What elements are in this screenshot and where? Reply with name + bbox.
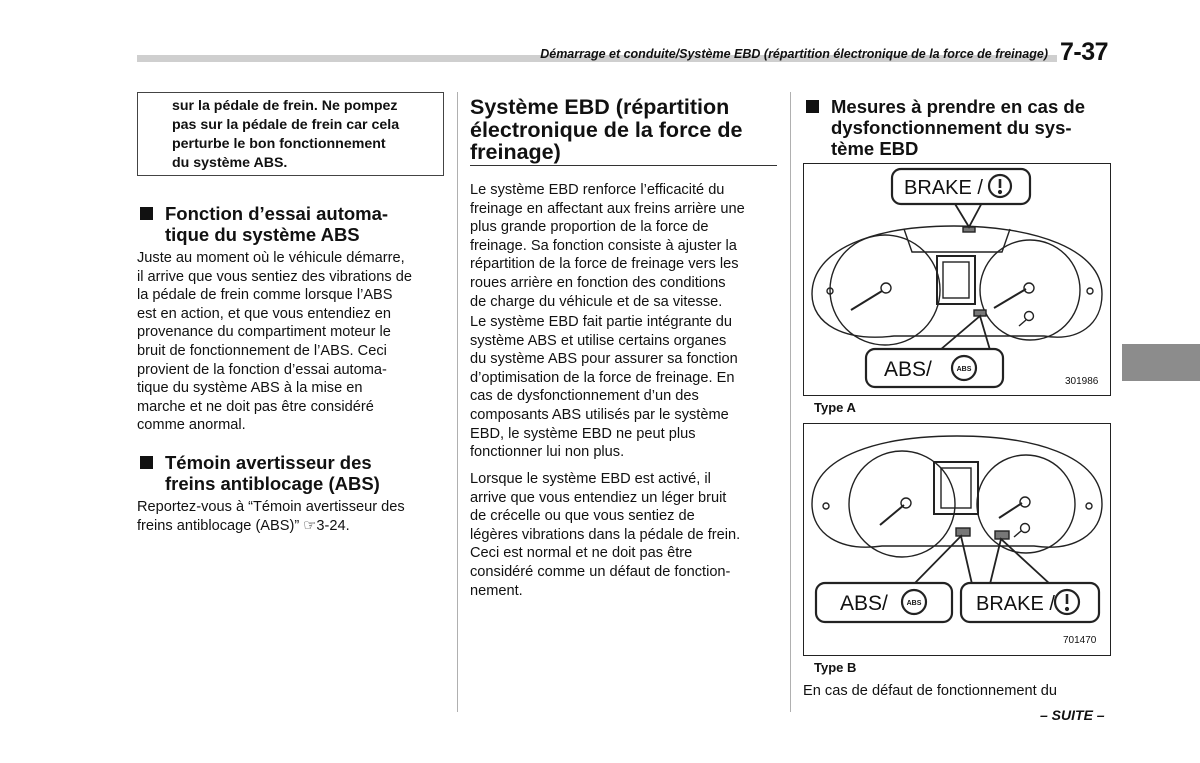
figure-type-a bbox=[803, 163, 1111, 396]
text-line: Juste au moment où le véhicule démarre, bbox=[137, 250, 405, 266]
heading-line: freins antiblocage (ABS) bbox=[165, 473, 380, 494]
heading-line: freinage) bbox=[470, 140, 561, 164]
figure-code: 301986 bbox=[1065, 376, 1099, 387]
abs-label: ABS/ bbox=[840, 592, 888, 615]
text-line: de charge du véhicule et de sa vitesse. bbox=[470, 293, 723, 310]
text-line: est en action, et que vous entendiez en bbox=[137, 305, 391, 322]
heading-line: Fonction d’essai automa- bbox=[165, 203, 389, 224]
text-line: tique du système ABS à la mise en bbox=[137, 380, 363, 397]
text-line: provenance du compartiment moteur le bbox=[137, 324, 391, 341]
section-heading-abs-test bbox=[140, 203, 440, 247]
text-line: Le système EBD fait partie intégrante du bbox=[470, 314, 733, 330]
text-line: fonctionner lui non plus. bbox=[470, 444, 625, 461]
abs-warning-icon: ABS bbox=[906, 600, 922, 607]
text-line: freins antiblocage (ABS)” ☞3-24. bbox=[137, 517, 350, 534]
section-heading-ebd-malfunction bbox=[806, 96, 1116, 160]
warning-text bbox=[172, 97, 433, 173]
text-line: nement. bbox=[470, 582, 523, 599]
figure-caption-b: Type B bbox=[814, 660, 857, 675]
text-line: roues arrière en fonction des conditions bbox=[470, 274, 726, 291]
heading-underline bbox=[470, 165, 777, 166]
column-divider bbox=[457, 92, 458, 712]
text-line: marche et ne doit pas être considéré bbox=[137, 398, 374, 415]
text-line: considéré comme un défaut de fonction- bbox=[470, 563, 731, 580]
abs-test-paragraph bbox=[137, 249, 444, 435]
square-bullet-icon bbox=[806, 100, 819, 113]
text-line: Le système EBD renforce l’efficacité du bbox=[470, 182, 725, 198]
text-line: de crécelle ou que vous sentiez de bbox=[470, 508, 695, 525]
text-line: du système ABS pour assurer sa fonction bbox=[470, 351, 738, 368]
warning-line: du système ABS. bbox=[172, 155, 288, 171]
square-bullet-icon bbox=[140, 207, 153, 220]
text-line: arrive que vous entendiez un léger bruit bbox=[470, 489, 727, 506]
heading-line: tème EBD bbox=[831, 138, 919, 159]
ebd-paragraph-2 bbox=[470, 313, 777, 462]
text-line: Reportez-vous à “Témoin avertisseur des bbox=[137, 499, 405, 515]
text-line: répartition de la force de freinage vers les bbox=[470, 256, 739, 273]
brake-label: BRAKE / bbox=[976, 593, 1055, 615]
text-line: système ABS et utilise certains organes bbox=[470, 332, 727, 349]
page-number: 7-37 bbox=[1060, 38, 1109, 66]
heading-line: Mesures à prendre en cas de bbox=[831, 96, 1085, 117]
heading-line: Témoin avertisseur des bbox=[165, 452, 372, 473]
warning-line: pas sur la pédale de frein car cela bbox=[172, 117, 400, 133]
continued-marker: – SUITE – bbox=[1040, 707, 1105, 723]
warning-line: sur la pédale de frein. Ne pompez bbox=[172, 98, 398, 114]
running-header: Démarrage et conduite/Système EBD (répartition électronique de la force de freinage) bbox=[540, 47, 1048, 61]
text-line: comme anormal. bbox=[137, 417, 246, 434]
instrument-cluster-diagram-a bbox=[804, 164, 1110, 395]
warning-line: perturbe le bon fonctionnement bbox=[172, 136, 386, 152]
brake-label: BRAKE / bbox=[904, 177, 983, 199]
square-bullet-icon bbox=[140, 456, 153, 469]
warning-box bbox=[137, 92, 444, 176]
figure-caption-a: Type A bbox=[814, 400, 856, 415]
abs-warning-paragraph bbox=[137, 498, 444, 535]
figure-type-b bbox=[803, 423, 1111, 656]
abs-label: ABS/ bbox=[884, 358, 932, 381]
section-title-ebd bbox=[470, 96, 780, 164]
text-line: freinage. Sa fonction consiste à ajuster la bbox=[470, 237, 737, 254]
abs-warning-icon: ABS bbox=[956, 366, 972, 373]
figure-code: 701470 bbox=[1063, 635, 1097, 646]
text-line: il arrive que vous sentiez des vibrations de bbox=[137, 268, 412, 285]
heading-line: tique du système ABS bbox=[165, 224, 360, 245]
text-line: freinage en affectant aux freins arrière une bbox=[470, 200, 745, 217]
text-line: Ceci est normal et ne doit pas être bbox=[470, 545, 693, 562]
chapter-tab bbox=[1122, 344, 1200, 381]
heading-line: électronique de la force de bbox=[470, 117, 743, 142]
text-line: EBD, le système EBD ne peut plus bbox=[470, 425, 696, 442]
ebd-paragraph-3 bbox=[470, 470, 777, 600]
section-heading-abs-warning bbox=[140, 452, 440, 496]
heading-line: Système EBD (répartition bbox=[470, 95, 730, 119]
text-line: cas de dysfonctionnement d’un des bbox=[470, 388, 699, 405]
text-line: la pédale de frein comme lorsque l’ABS bbox=[137, 287, 393, 304]
heading-line: dysfonctionnement du sys- bbox=[831, 117, 1072, 138]
text-line: composants ABS utilisés par le système bbox=[470, 406, 729, 423]
ebd-paragraph-1 bbox=[470, 181, 777, 311]
column-divider bbox=[790, 92, 791, 712]
text-line: d’optimisation de la force de freinage. En bbox=[470, 369, 735, 386]
text-line: légères vibrations dans la pédale de frein. bbox=[470, 526, 741, 543]
text-line: Lorsque le système EBD est activé, il bbox=[470, 471, 711, 487]
text-line: plus grande proportion de la force de bbox=[470, 219, 709, 236]
text-line: provient de la fonction d’essai automa- bbox=[137, 361, 387, 378]
malfunction-paragraph: En cas de défaut de fonctionnement du bbox=[803, 683, 1057, 699]
instrument-cluster-diagram-b bbox=[804, 424, 1110, 655]
text-line: bruit de fonctionnement de l’ABS. Ceci bbox=[137, 342, 387, 359]
